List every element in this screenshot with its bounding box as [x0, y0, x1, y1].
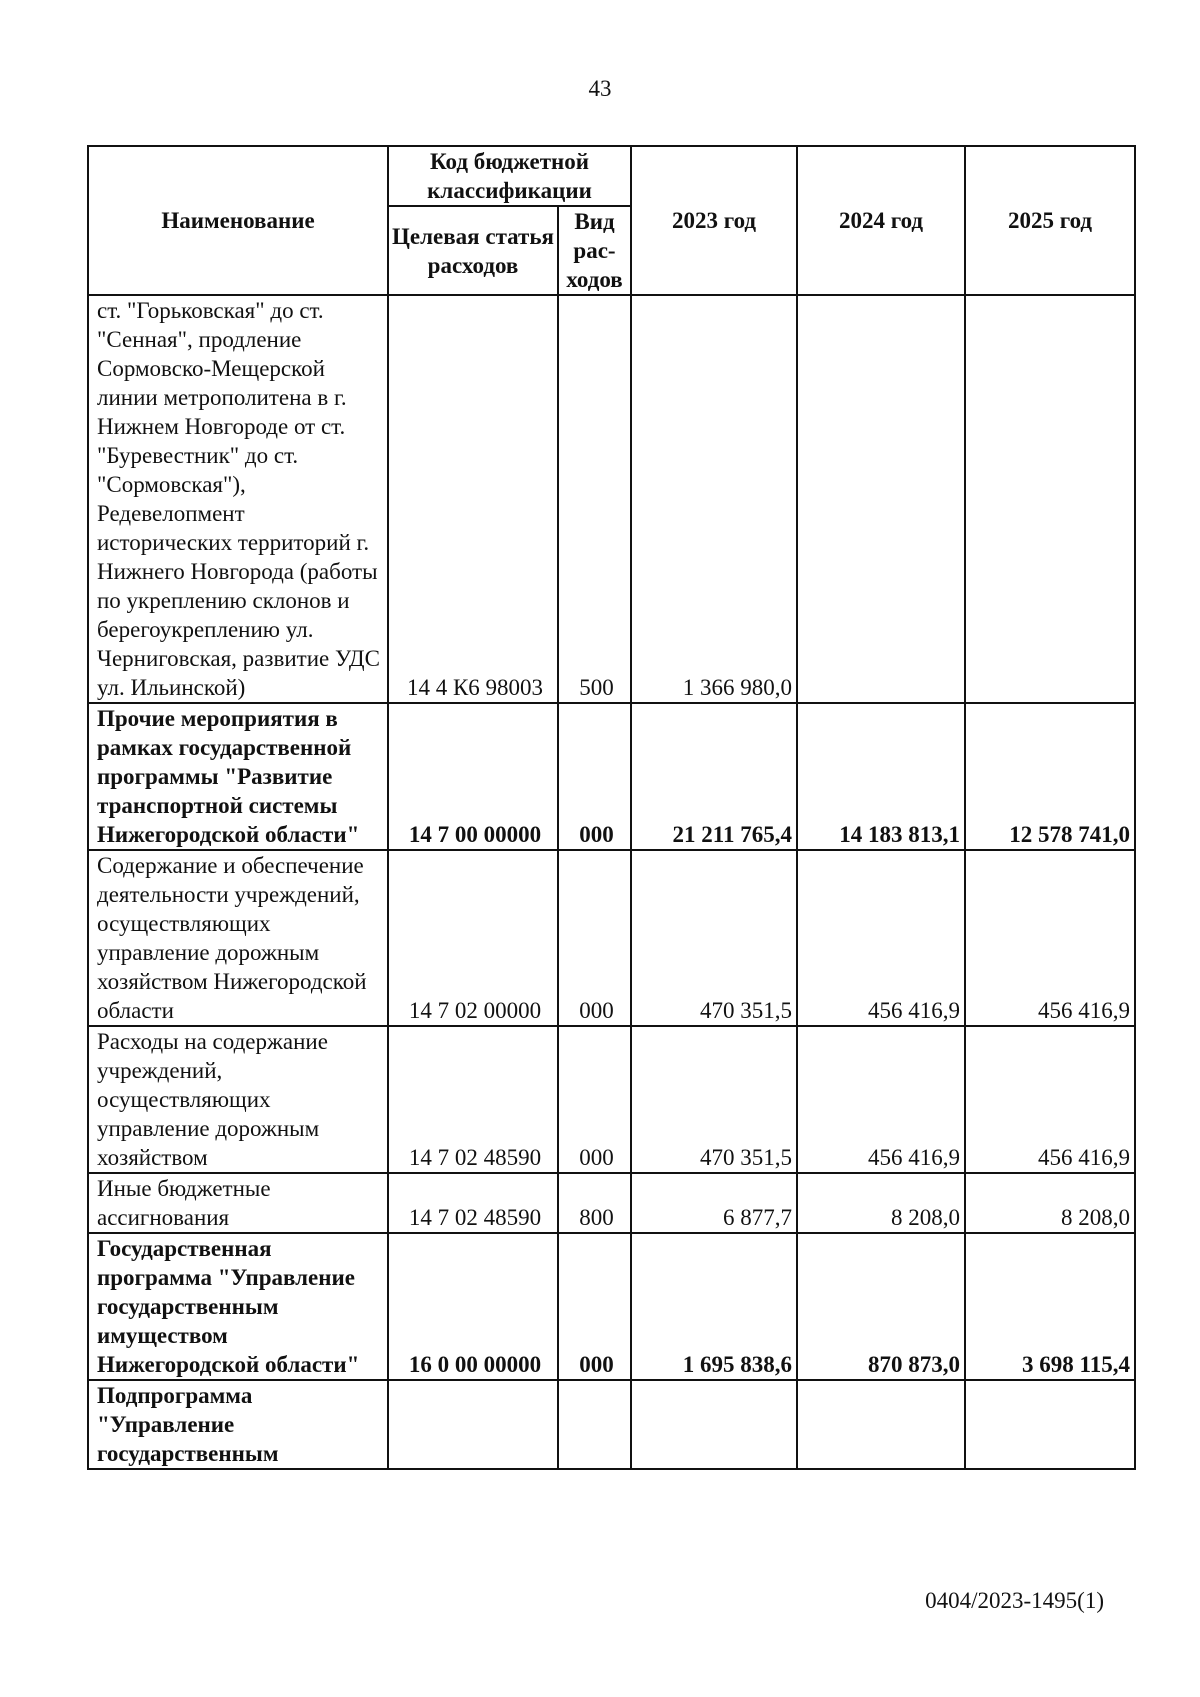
row-2023: 470 351,5: [631, 1026, 797, 1173]
row-name: Государственная программа "Управление государственным имуществом Нижегородской области": [88, 1233, 388, 1380]
row-2025: [965, 1380, 1135, 1469]
row-2024: 456 416,9: [797, 850, 965, 1026]
row-target-code: 14 7 02 00000: [388, 850, 558, 1026]
header-2024: 2024 год: [797, 146, 965, 295]
row-2024: 870 873,0: [797, 1233, 965, 1380]
row-2024: [797, 1380, 965, 1469]
header-name: Наименование: [88, 146, 388, 295]
row-2025: 3 698 115,4: [965, 1233, 1135, 1380]
table-row: [88, 1173, 1135, 1233]
row-2023: [631, 1380, 797, 1469]
row-name: Расходы на содержание учреждений, осуществляющих управление дорожным хозяйством: [88, 1026, 388, 1173]
row-name: Прочие мероприятия в рамках государственной программы "Развитие транспортной системы Нижегородской области": [88, 703, 388, 850]
header-2023: 2023 год: [631, 146, 797, 295]
page-number: 43: [588, 76, 612, 101]
row-2025: 456 416,9: [965, 850, 1135, 1026]
row-target-code: 14 7 02 48590: [388, 1173, 558, 1233]
row-target-code: 14 7 02 48590: [388, 1026, 558, 1173]
row-2024: 14 183 813,1: [797, 703, 965, 850]
header-code-group: Код бюджетной классификации: [388, 146, 631, 206]
row-2023: 1 366 980,0: [631, 295, 797, 703]
row-2023: 1 695 838,6: [631, 1233, 797, 1380]
row-kind-code: 800: [558, 1173, 631, 1233]
row-kind-code: 000: [558, 1026, 631, 1173]
row-2025: [965, 295, 1135, 703]
row-2024: 8 208,0: [797, 1173, 965, 1233]
row-kind-code: 000: [558, 850, 631, 1026]
budget-table: [87, 145, 1136, 1470]
row-name: ст. "Горьковская" до ст. "Сенная", продление Сормовско-Мещерской линии метрополитена в г. Нижнем Новгороде от ст. "Буревестник" до ст. "Сормовская"), Редевелопмент исторических территорий г. Нижнего Новгорода (работы по укреплению склонов и берегоукреплению ул. Черниговская, развитие УДС ул. Ильинской): [88, 295, 388, 703]
row-target-code: 14 4 К6 98003: [388, 295, 558, 703]
row-kind-code: 000: [558, 703, 631, 850]
row-target-code: [388, 1380, 558, 1469]
row-kind-code: 000: [558, 1233, 631, 1380]
row-2023: 21 211 765,4: [631, 703, 797, 850]
row-2023: 6 877,7: [631, 1173, 797, 1233]
table-row: [88, 850, 1135, 1026]
row-kind-code: [558, 1380, 631, 1469]
row-2025: 8 208,0: [965, 1173, 1135, 1233]
row-target-code: 14 7 00 00000: [388, 703, 558, 850]
table-row: [88, 295, 1135, 703]
header-target: Целевая статья расходов: [388, 206, 558, 295]
table-row: [88, 1233, 1135, 1380]
row-2025: 12 578 741,0: [965, 703, 1135, 850]
row-2023: 470 351,5: [631, 850, 797, 1026]
row-kind-code: 500: [558, 295, 631, 703]
header-2025: 2025 год: [965, 146, 1135, 295]
row-name: Содержание и обеспечение деятельности учреждений, осуществляющих управление дорожным хозяйством Нижегородской области: [88, 850, 388, 1026]
header-kind: Вид рас-ходов: [558, 206, 631, 295]
row-2024: 456 416,9: [797, 1026, 965, 1173]
document-id: 0404/2023-1495(1): [925, 1588, 1104, 1613]
row-2025: 456 416,9: [965, 1026, 1135, 1173]
row-target-code: 16 0 00 00000: [388, 1233, 558, 1380]
table-row: [88, 703, 1135, 850]
table-row: [88, 1026, 1135, 1173]
table-row: [88, 1380, 1135, 1469]
row-name: Иные бюджетные ассигнования: [88, 1173, 388, 1233]
row-name: Подпрограмма "Управление государственным: [88, 1380, 388, 1469]
row-2024: [797, 295, 965, 703]
